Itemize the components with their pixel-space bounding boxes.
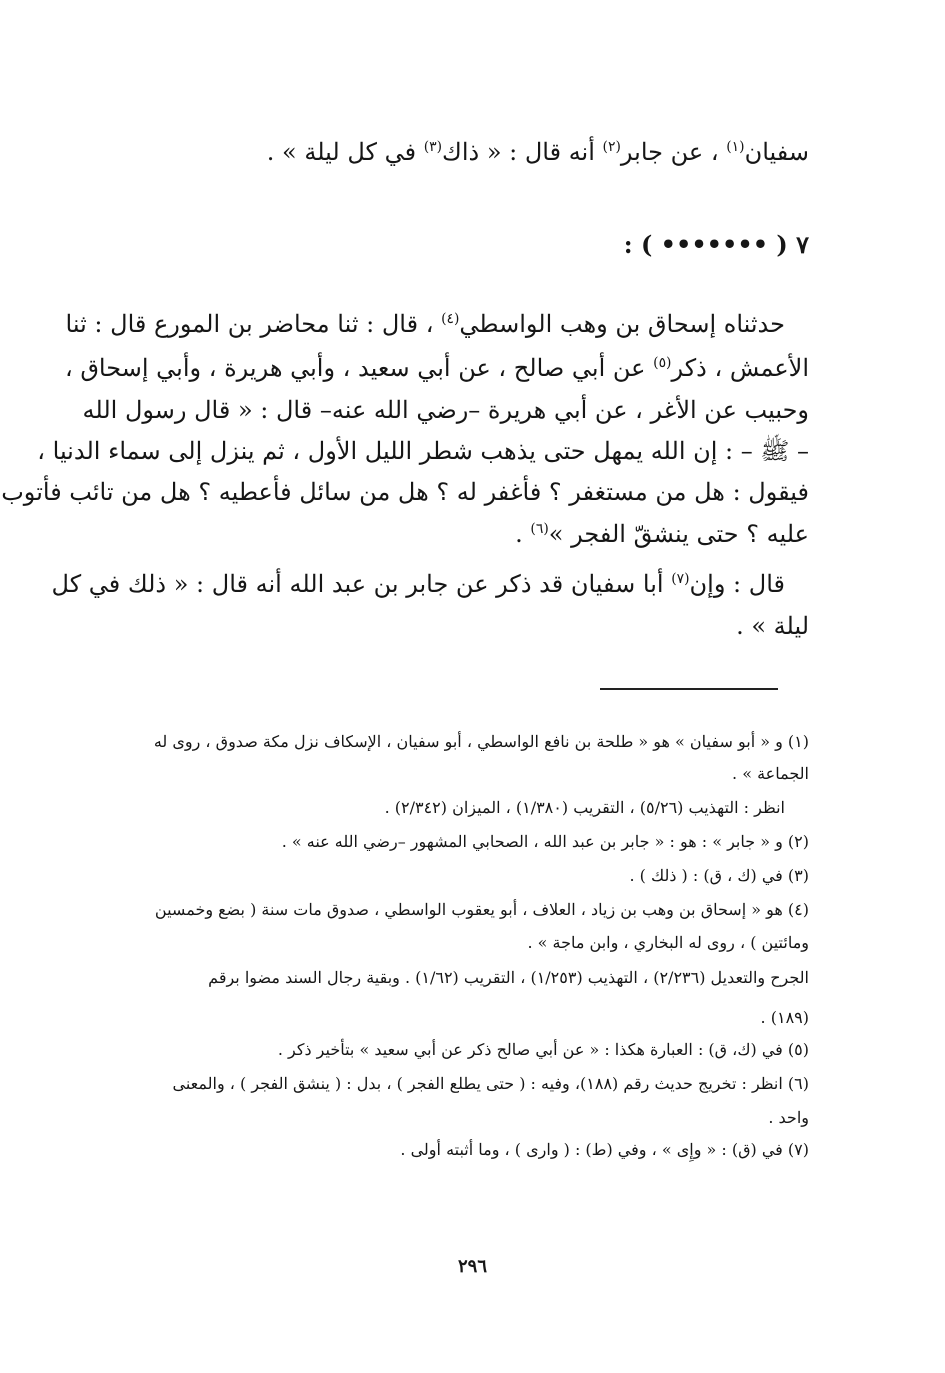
body-line-1 xyxy=(66,312,785,336)
continuation-line xyxy=(267,140,809,164)
footnote-3: (٣) في (ك ، ق) : ( ذلك ) . xyxy=(629,866,809,885)
footnote-1: (١) و « أبو سفيان » هو « طلحة بن نافع الواسطي ، أبو سفيان ، الإسكاف نزل مكة صدوق ، روى له xyxy=(153,732,809,751)
text-run: عليه ؟ حتى ينشقّ الفجر » xyxy=(548,520,809,548)
footnote-ref: (٣) xyxy=(423,139,443,155)
body-line-5: فيقول : هل من مستغفر ؟ فأغفر له ؟ هل من سائل فأعطيه ؟ هل من تائب فأتوب xyxy=(1,478,809,506)
footnote-4-cont: ومائتين ) ، روى له البخاري ، وابن ماجة » . xyxy=(527,933,809,952)
page-number: ٢٩٦ xyxy=(457,1256,487,1277)
text-run: عن أبي صالح ، عن أبي سعيد ، وأبي هريرة ، وأبي إسحاق ، xyxy=(64,354,654,382)
text-run: أنه قال : « ذاك xyxy=(442,138,603,166)
footnote-5: (٥) في (ك، ق) : العبارة هكذا : « عن أبي صالح ذكر عن أبي سعيد » بتأخير ذكر . xyxy=(277,1040,809,1059)
text-run: قال : وإن xyxy=(689,570,785,598)
text-run: حدثناه إسحاق بن وهب الواسطي xyxy=(459,310,785,338)
footnote-ref: (٢) xyxy=(602,139,621,155)
text-run: ، عن جابر xyxy=(620,138,727,166)
body-line-7 xyxy=(52,572,785,596)
footnote-4-ref-cont: (١٨٩) . xyxy=(760,1008,809,1027)
footnote-ref: (٥) xyxy=(653,355,672,371)
body-line-6 xyxy=(515,522,809,546)
footnote-ref: (٤) xyxy=(441,311,460,327)
footnote-ref: (٧) xyxy=(671,571,690,587)
footnote-1-cont: الجماعة » . xyxy=(732,764,809,783)
footnote-4: (٤) هو « إسحاق بن وهب بن زياد ، العلاف ، أبو يعقوب الواسطي ، صدوق مات سنة ( بضع وخمسين xyxy=(154,900,809,919)
text-run: في كل ليلة » . xyxy=(266,138,424,166)
text-run: سفيان xyxy=(744,138,809,166)
text-run: . xyxy=(515,520,531,548)
text-run: ، قال : ثنا محاضر بن المورع قال : ثنا xyxy=(65,310,442,338)
body-line-8: ليلة » . xyxy=(736,612,809,640)
hadith-heading: ٧ ( ••••••• ) : xyxy=(623,230,809,259)
body-line-4: – ﷺ – : إن الله يمهل حتى يذهب شطر الليل الأول ، ثم ينزل إلى سماء الدنيا ، xyxy=(37,437,809,465)
text-run: أبا سفيان قد ذكر عن جابر بن عبد الله أنه قال : « ذلك في كل xyxy=(51,570,672,598)
footnote-4-ref: الجرح والتعديل (٢/٢٣٦) ، التهذيب (١/٢٥٣) ، التقريب (١/٦٢) . وبقية رجال السند مضوا برقم xyxy=(208,968,809,987)
footnote-1-ref: انظر : التهذيب (٥/٢٦) ، التقريب (١/٣٨٠) ، الميزان (٢/٣٤٢) . xyxy=(384,798,785,817)
body-line-2 xyxy=(65,356,809,380)
footnote-7: (٧) في (ق) : « وإِى » ، وفي (ط) : ( وارى ) ، وما أثبته أولى . xyxy=(400,1140,809,1159)
footnote-6-cont: واحد . xyxy=(768,1108,809,1127)
body-line-3: وحبيب عن الأغر ، عن أبي هريرة –رضي الله عنه– قال : « قال رسول الله xyxy=(82,396,809,424)
footnote-6: (٦) انظر : تخريج حديث رقم (١٨٨)، وفيه : ( حتى يطلع الفجر ) ، بدل : ( ينشق الفجر ) ، والمعنى xyxy=(172,1074,809,1093)
footnote-separator xyxy=(600,688,778,690)
footnote-ref: (٦) xyxy=(530,521,549,537)
footnote-ref: (١) xyxy=(726,139,745,155)
footnote-2: (٢) و « جابر » : هو : « جابر بن عبد الله ، الصحابي المشهور –رضي الله عنه » . xyxy=(281,832,809,851)
text-run: الأعمش ، ذكر xyxy=(671,354,809,382)
